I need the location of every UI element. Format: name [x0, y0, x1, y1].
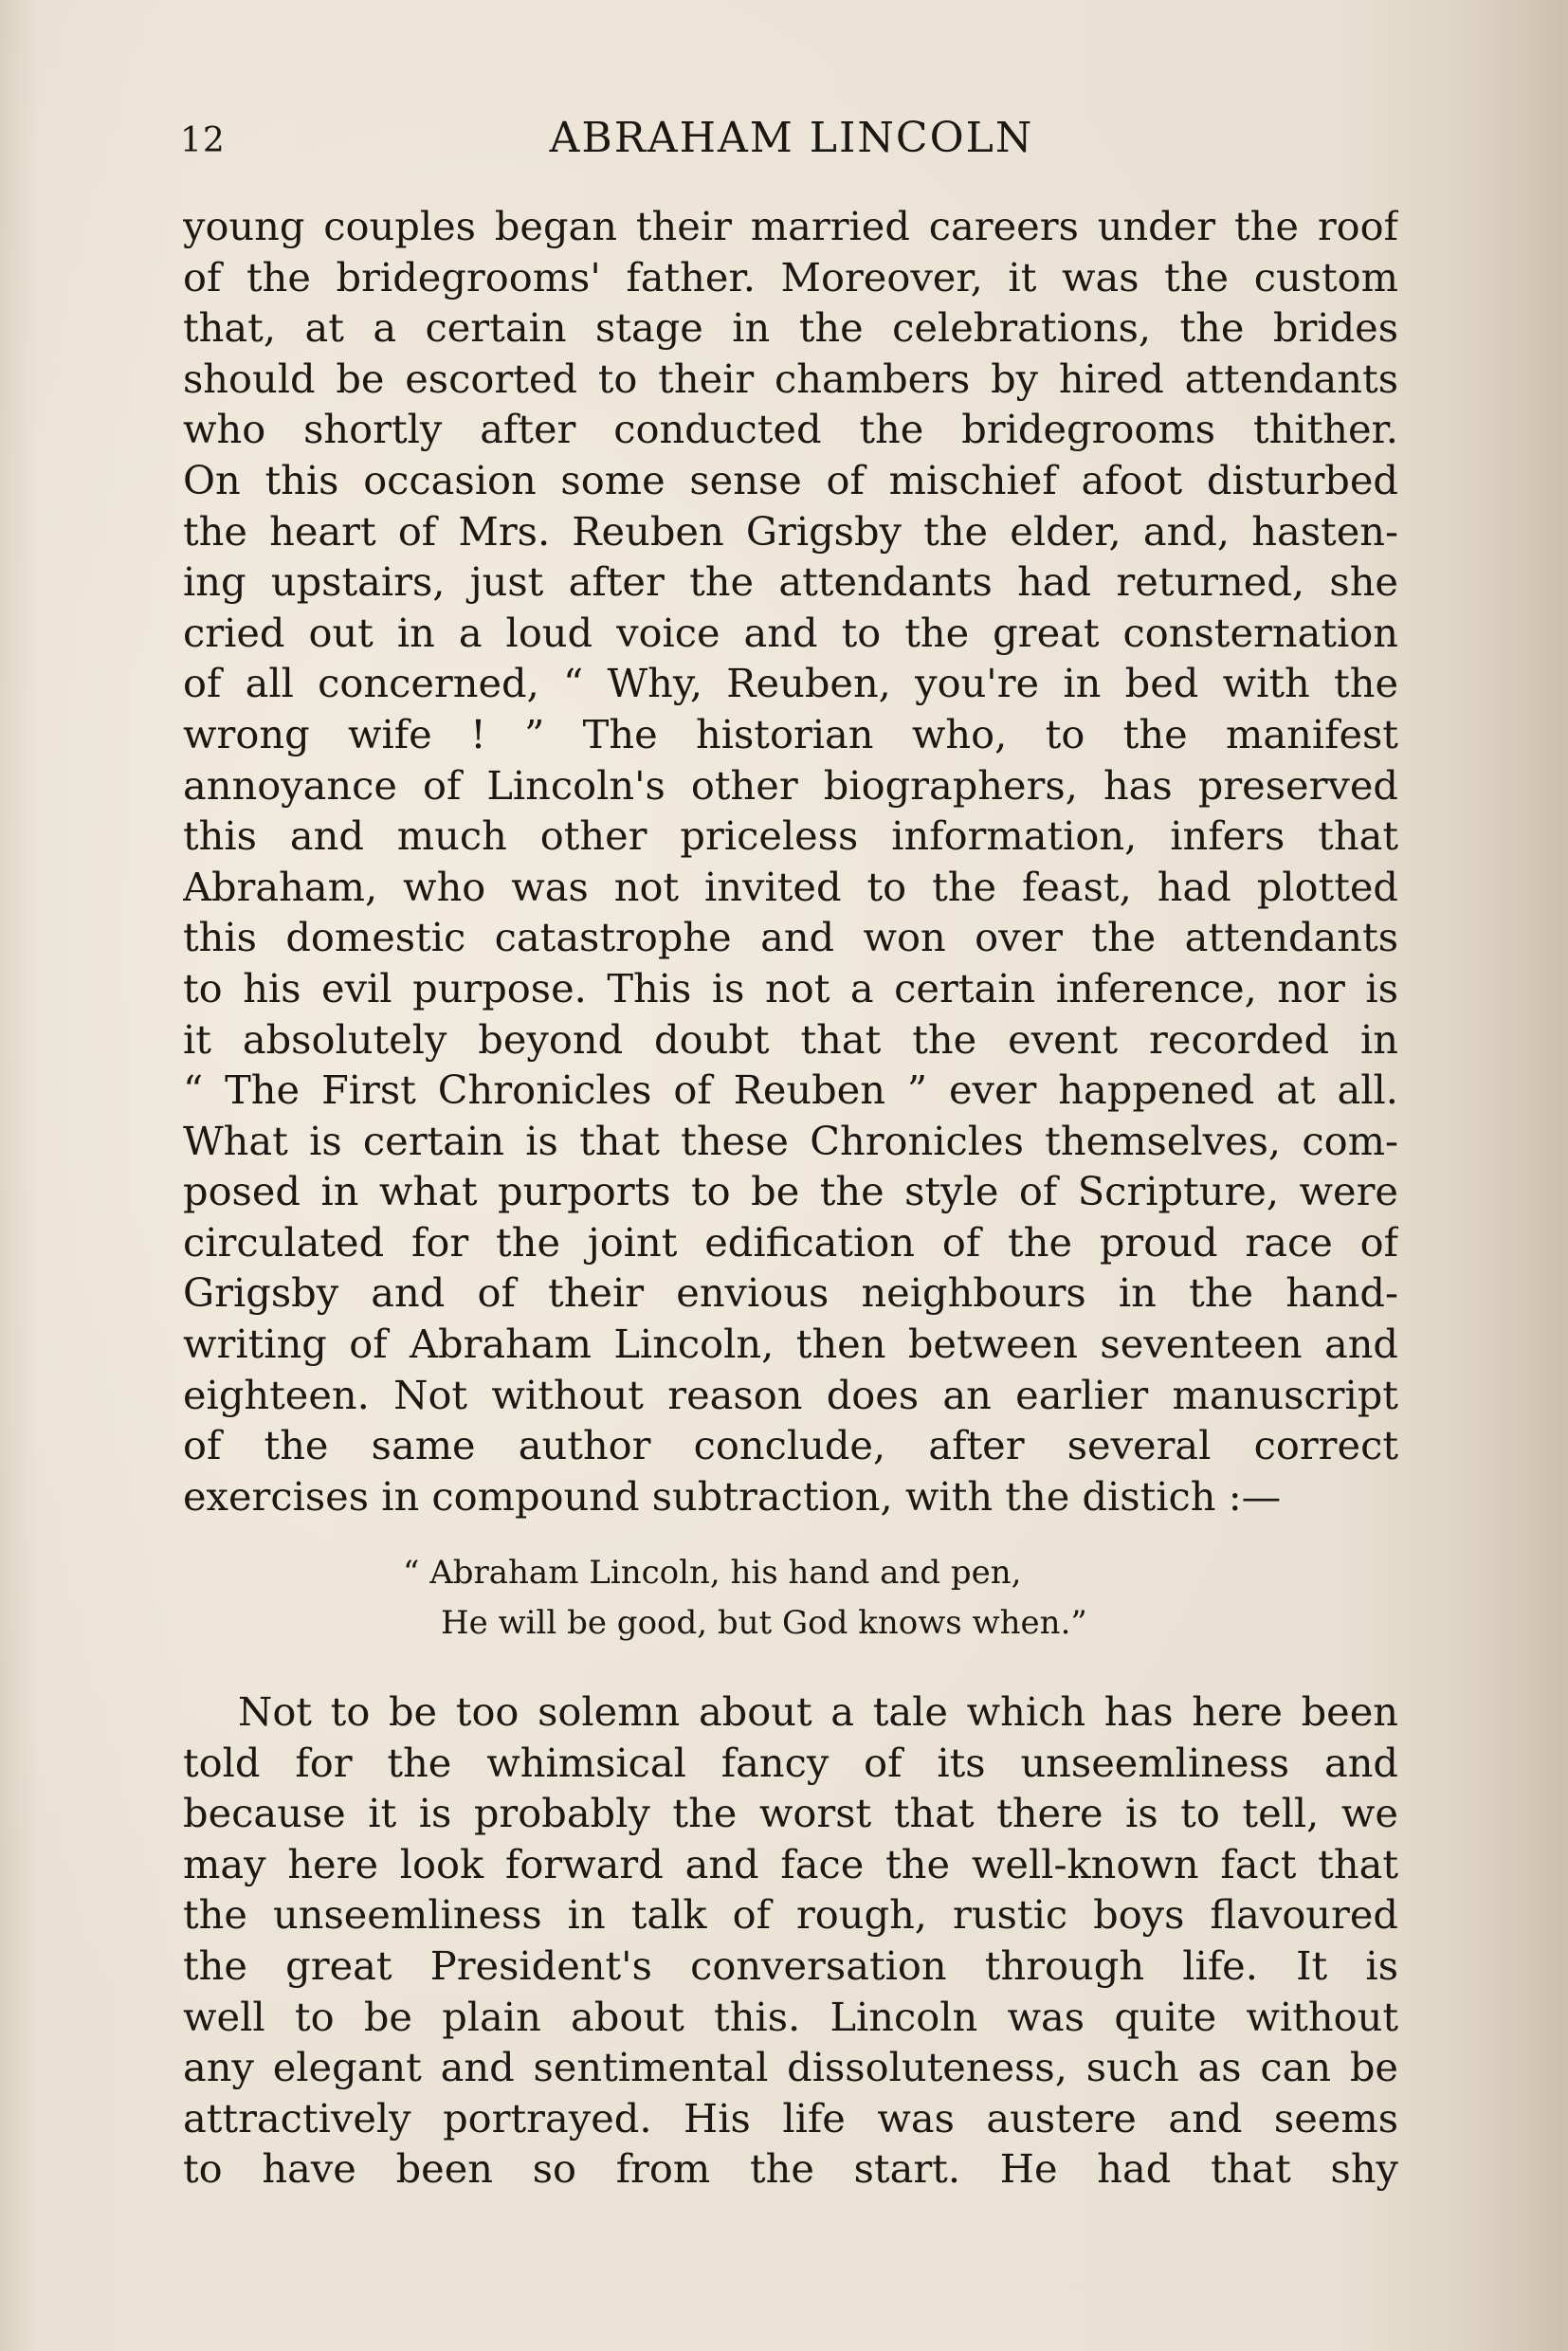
verse-line: He will be good, but God knows when.” [441, 1604, 1087, 1642]
text-line: it absolutely beyond doubt that the event recorded in [183, 1015, 1398, 1063]
text-line: of all concerned, “ Why, Reuben, you're in bed with the [183, 660, 1398, 707]
text-line: who shortly after conducted the bridegrooms thither. [183, 406, 1398, 453]
text-line: because it is probably the worst that there is to tell, we [183, 1790, 1398, 1837]
text-line: told for the whimsical fancy of its unseemliness and [183, 1739, 1398, 1786]
text-line: circulated for the joint edification of the proud race of [183, 1218, 1398, 1266]
text-line: Not to be too solemn about a tale which has here been [238, 1688, 1398, 1735]
text-line: ing upstairs, just after the attendants had returned, she [183, 558, 1398, 606]
text-line: Abraham, who was not invited to the feast, had plotted [183, 863, 1398, 910]
verse-quotation [403, 1548, 1087, 1649]
verse-line: “ Abraham Lincoln, his hand and pen, [403, 1554, 1022, 1592]
text-line: this and much other priceless information, infers that [183, 812, 1398, 860]
text-line: of the bridegrooms' father. Moreover, it was the custom [183, 253, 1398, 301]
text-line: young couples began their married careers under the roof [183, 203, 1398, 249]
text-line: the great President's conversation through life. It is [183, 1941, 1398, 1989]
text-line: Grigsby and of their envious neighbours in the hand- [183, 1269, 1398, 1317]
text-line: that, at a certain stage in the celebrations, the brides [183, 304, 1398, 352]
running-title: ABRAHAM LINCOLN [549, 114, 1034, 162]
page-header [180, 114, 1403, 171]
text-line: annoyance of Lincoln's other biographers, has preserved [183, 761, 1398, 809]
text-line: any elegant and sentimental dissoluteness, such as can be [183, 2044, 1398, 2091]
text-line: writing of Abraham Lincoln, then between seventeen and [183, 1321, 1398, 1368]
text-line: On this occasion some sense of mischief afoot disturbed [183, 456, 1398, 503]
text-line: to have been so from the start. He had that shy [183, 2145, 1398, 2193]
text-line: of the same author conclude, after several correct [183, 1422, 1398, 1469]
text-line: What is certain is that these Chronicles themselves, com- [183, 1117, 1398, 1164]
text-line: attractively portrayed. His life was austere and seems [183, 2094, 1398, 2141]
text-line: “ The First Chronicles of Reuben ” ever happened at all. [183, 1066, 1398, 1114]
text-line: wrong wife ! ” The historian who, to the manifest [183, 710, 1398, 757]
text-line: this domestic catastrophe and won over the attendants [183, 914, 1398, 961]
text-line: the heart of Mrs. Reuben Grigsby the elder, and, hasten- [183, 507, 1398, 555]
paragraph-1 [183, 201, 1398, 1522]
text-line: to his evil purpose. This is not a certain inference, nor is [183, 964, 1398, 1011]
page-number: 12 [180, 121, 226, 160]
text-line: exercises in compound subtraction, with the distich :— [183, 1472, 1282, 1520]
text-line: posed in what purports to be the style of Scripture, were [183, 1168, 1398, 1215]
text-line: cried out in a loud voice and to the great consternation [183, 609, 1398, 656]
text-line: eighteen. Not without reason does an earlier manuscript [183, 1371, 1398, 1418]
text-line: should be escorted to their chambers by hired attendants [183, 355, 1398, 402]
text-line: well to be plain about this. Lincoln was quite without [183, 1993, 1398, 2040]
paragraph-2 [183, 1686, 1398, 2195]
text-line: may here look forward and face the well-known fact that [183, 1840, 1398, 1887]
text-line: the unseemliness in talk of rough, rustic boys flavoured [183, 1891, 1398, 1939]
